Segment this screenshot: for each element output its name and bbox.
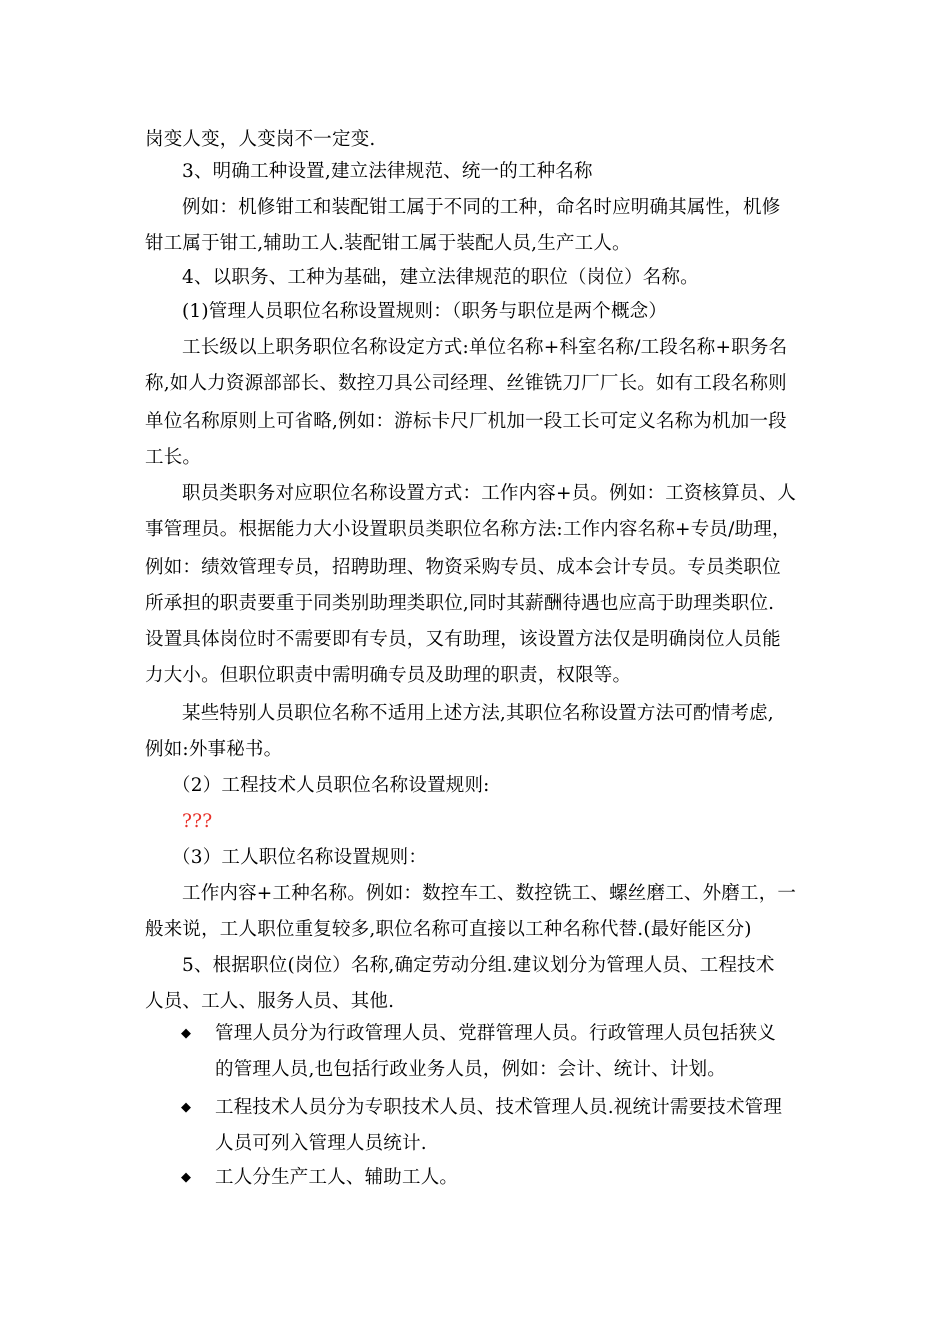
section-heading-5: 5、根据职位(岗位）名称,确定劳动分组.建议划分为管理人员、工程技术 [182, 955, 775, 976]
paragraph-line: 般来说，工人职位重复较多,职位名称可直接以工种名称代替.(最好能区分) [145, 919, 752, 940]
section-heading-4: 4、以职务、工种为基础，建立法律规范的职位（岗位）名称。 [182, 267, 699, 288]
paragraph-line: 力大小。但职位职责中需明确专员及助理的职责，权限等。 [145, 665, 632, 686]
paragraph-line: 职员类职务对应职位名称设置方式：工作内容+员。例如：工资核算员、人 [182, 483, 797, 504]
paragraph-line: 人员、工人、服务人员、其他. [145, 991, 395, 1012]
paragraph-line: 单位名称原则上可省略,例如：游标卡尺厂机加一段工长可定义名称为机加一段 [145, 411, 787, 432]
paragraph-line: 例如：机修钳工和装配钳工属于不同的工种，命名时应明确其属性，机修 [182, 197, 781, 218]
paragraph-line: 岗变人变，人变岗不一定变. [145, 129, 376, 150]
subsection-heading-3: （3）工人职位名称设置规则： [172, 847, 428, 868]
section-heading-3: 3、明确工种设置,建立法律规范、统一的工种名称 [182, 161, 593, 182]
paragraph-line: 钳工属于钳工,辅助工人.装配钳工属于装配人员,生产工人。 [145, 233, 631, 254]
paragraph-line: 工长级以上职务职位名称设定方式:单位名称+科室名称/工段名称+职务名 [182, 337, 788, 358]
paragraph-line: 例如：绩效管理专员，招聘助理、物资采购专员、成本会计专员。专员类职位 [145, 557, 781, 578]
paragraph-line: 称,如人力资源部部长、数控刀具公司经理、丝锥铣刀厂厂长。如有工段名称则 [145, 373, 787, 394]
diamond-bullet-icon: ◆ [181, 1100, 191, 1115]
subsection-heading-1: (1)管理人员职位名称设置规则：（职务与职位是两个概念） [182, 301, 668, 322]
bullet-item-line: 工程技术人员分为专职技术人员、技术管理人员.视统计需要技术管理 [215, 1097, 783, 1118]
paragraph-line: 例如:外事秘书。 [145, 739, 283, 760]
paragraph-line: 工长。 [145, 447, 202, 468]
diamond-bullet-icon: ◆ [181, 1170, 191, 1185]
paragraph-line: 所承担的职责要重于同类别助理类职位,同时其薪酬待遇也应高于助理类职位. [145, 593, 775, 614]
placeholder-text: ??? [182, 811, 213, 832]
bullet-item-line: 管理人员分为行政管理人员、党群管理人员。行政管理人员包括狭义 [215, 1023, 777, 1044]
bullet-item-line: 工人分生产工人、辅助工人。 [215, 1167, 459, 1188]
diamond-bullet-icon: ◆ [181, 1026, 191, 1041]
subsection-heading-2: （2）工程技术人员职位名称设置规则: [172, 775, 490, 796]
bullet-item-line: 人员可列入管理人员统计. [215, 1133, 427, 1154]
paragraph-line: 事管理员。根据能力大小设置职员类职位名称方法:工作内容名称+专员/助理， [145, 519, 791, 540]
paragraph-line: 工作内容+工种名称。例如：数控车工、数控铣工、螺丝磨工、外磨工，一 [182, 883, 797, 904]
bullet-item-line: 的管理人员,也包括行政业务人员，例如：会计、统计、计划。 [215, 1059, 726, 1080]
paragraph-line: 某些特别人员职位名称不适用上述方法,其职位名称设置方法可酌情考虑, [182, 703, 774, 724]
paragraph-line: 设置具体岗位时不需要即有专员，又有助理，该设置方法仅是明确岗位人员能 [145, 629, 781, 650]
